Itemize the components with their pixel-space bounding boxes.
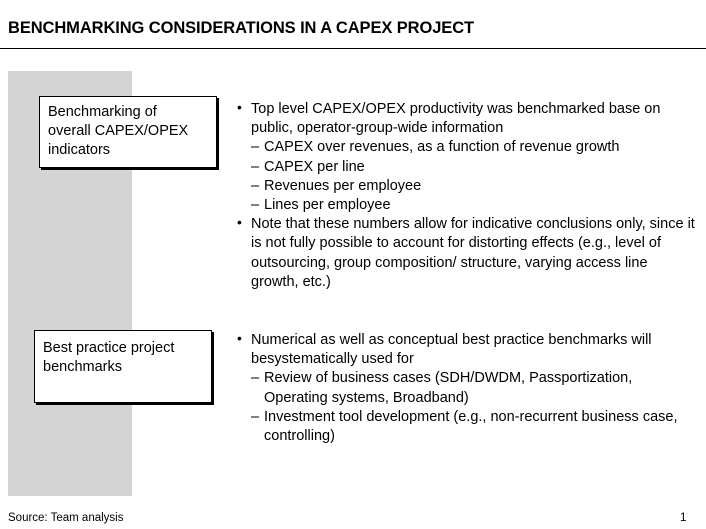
bullet-text: Note that these numbers allow for indicative conclusions only, since it is not fully possible to account for distorting effects (e.g., level of outsourcing, group composition/ structure, varying access line growth, etc.) [251,216,695,290]
sub-bullet-text: CAPEX over revenues, as a function of revenue growth [264,139,620,156]
bullet-item [236,331,696,369]
dash-icon: – [251,370,260,387]
sub-bullet-item [236,177,696,196]
page-number: 1 [680,512,687,524]
section-label: Benchmarking of overall CAPEX/OPEX indicators [48,104,189,158]
sub-bullet-text: Investment tool development (e.g., non-recurrent business case, controlling) [264,408,678,445]
bullet-item [236,100,696,138]
bullet-text: Numerical as well as conceptual best practice benchmarks will besystematically used for [251,332,652,368]
section-label-box-best-practice [34,330,212,403]
bullet-text: Top level CAPEX/OPEX productivity was benchmarked base on public, operator-group-wide information [251,101,661,137]
dash-icon: – [251,139,260,156]
bullet-icon: • [237,214,242,231]
section-label: Best practice project benchmarks [43,340,175,375]
sub-bullet-item [236,138,696,157]
section-content-best-practice [236,331,696,446]
dash-icon: – [251,158,260,175]
bullet-icon: • [237,99,242,115]
dash-icon: – [251,408,260,425]
sub-bullet-item [236,369,696,407]
bullet-item [236,215,696,292]
sub-bullet-item [236,158,696,177]
dash-icon: – [251,197,260,214]
sub-bullet-text: Review of business cases (SDH/DWDM, Passportization, Operating systems, Broadband) [264,370,633,406]
sub-bullet-item [236,408,696,446]
bullet-icon: • [237,330,242,346]
section-content-benchmarking [236,100,696,292]
slide-title: BENCHMARKING CONSIDERATIONS IN A CAPEX PROJECT [8,19,474,37]
sub-bullet-item [236,196,696,215]
sub-bullet-text: Revenues per employee [264,177,422,194]
sub-bullet-text: Lines per employee [264,197,391,214]
section-label-box-benchmarking [39,96,217,168]
dash-icon: – [251,177,260,194]
source-note: Source: Team analysis [8,512,124,524]
sub-bullet-text: CAPEX per line [264,158,365,175]
title-divider [0,48,706,49]
